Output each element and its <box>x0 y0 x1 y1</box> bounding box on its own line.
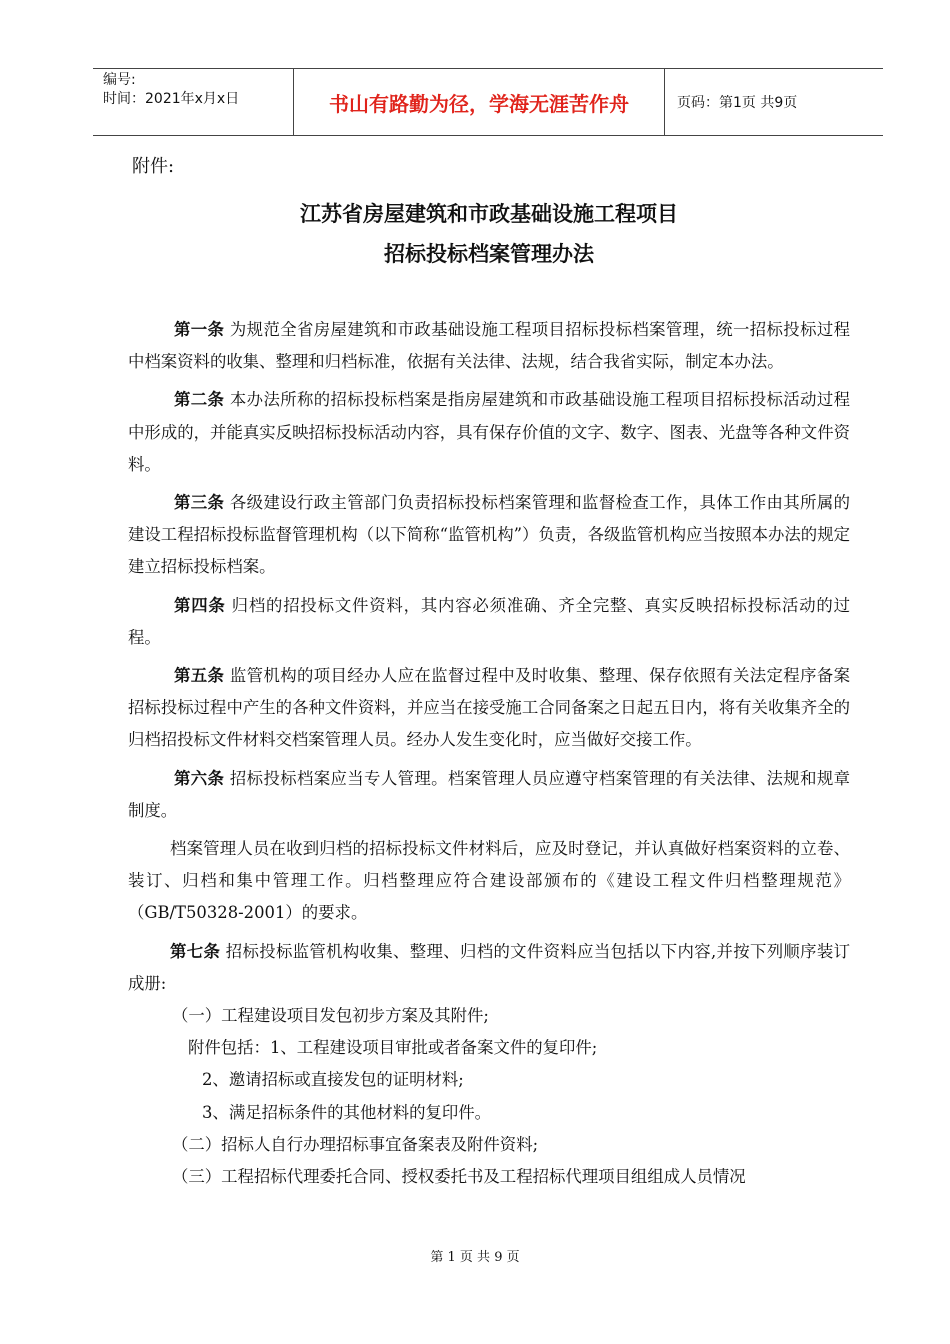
article-6 <box>128 763 850 827</box>
motto-text: 书山有路勤为径，学海无涯苦作舟 <box>329 91 629 116</box>
document-title <box>128 194 850 274</box>
page-footer <box>0 1246 950 1265</box>
article-6-paragraph-2: 档案管理人员在收到归档的招标投标文件材料后，应及时登记，并认真做好档案资料的立卷、装订、归档和集中管理工作。归档整理应符合建设部颁布的《建设工程文件归档整理规范》（GB/T50328-2001）的要求。 <box>128 839 850 923</box>
articles <box>128 314 850 1193</box>
list-item-1-sub-3: 3、满足招标条件的其他材料的复印件。 <box>202 1102 492 1122</box>
article-7 <box>128 936 850 1000</box>
time-label: 时间：2021年x月x日 <box>103 91 240 107</box>
list-item-1-sub-2: 2、邀请招标或直接发包的证明材料; <box>202 1070 464 1090</box>
article-6-label: 第六条 <box>174 768 225 788</box>
article-5-label: 第五条 <box>174 666 225 686</box>
list-item-1: （一）工程建设项目发包初步方案及其附件; <box>172 1006 489 1026</box>
article-2-text: 本办法所称的招标投标档案是指房屋建筑和市政基础设施工程项目招标投标活动过程中形成的，并能真实反映招标投标活动内容，具有保存价值的文字、数字、图表、光盘等各种文件资料。 <box>128 390 850 474</box>
page-info: 页码：第1页 共9页 <box>677 95 798 111</box>
article-5-text: 监管机构的项目经办人应在监督过程中及时收集、整理、保存依照有关法定程序备案招标投标过程中产生的各种文件资料，并应当在接受施工合同备案之日起五日内，将有关收集齐全的归档招投标文件材料交档案管理人员。经办人发生变化时，应当做好交接工作。 <box>128 666 850 750</box>
page-header <box>93 68 883 136</box>
title-line-1: 江苏省房屋建筑和市政基础设施工程项目 <box>300 202 678 226</box>
footer-page-number: 第 1 页 共 9 页 <box>430 1250 520 1265</box>
article-3-label: 第三条 <box>174 493 225 513</box>
article-3 <box>128 487 850 584</box>
article-1-text: 为规范全省房屋建筑和市政基础设施工程项目招标投标档案管理，统一招标投标过程中档案资料的收集、整理和归档标准，依据有关法律、法规，结合我省实际，制定本办法。 <box>128 320 850 372</box>
header-meta-cell <box>93 69 294 135</box>
article-1 <box>128 314 850 378</box>
title-line-2: 招标投标档案管理办法 <box>384 242 594 266</box>
article-4-label: 第四条 <box>174 595 226 615</box>
header-page-cell <box>665 69 883 135</box>
article-7-text: 招标投标监管机构收集、整理、归档的文件资料应当包括以下内容,并按下列顺序装订成册: <box>128 941 851 993</box>
article-5 <box>128 660 850 757</box>
attachment-label: 附件: <box>132 156 175 177</box>
serial-label: 编号: <box>103 72 136 88</box>
header-motto-cell <box>294 69 665 135</box>
article-1-label: 第一条 <box>174 320 225 339</box>
article-3-text: 各级建设行政主管部门负责招标投标档案管理和监督检查工作，具体工作由其所属的建设工程招标投标监督管理机构（以下简称“监管机构”）负责，各级监管机构应当按照本办法的规定建立招标投标档案。 <box>128 493 850 577</box>
article-6-text: 招标投标档案应当专人管理。档案管理人员应遵守档案管理的有关法律、法规和规章制度。 <box>128 768 850 820</box>
list-item-2: （二）招标人自行办理招标事宜备案表及附件资料; <box>172 1134 539 1154</box>
list-item-1-sub-1: 附件包括：1、工程建设项目审批或者备案文件的复印件; <box>188 1038 598 1058</box>
list-item-3: （三）工程招标代理委托合同、授权委托书及工程招标代理项目组组成人员情况 <box>172 1167 746 1187</box>
article-2-label: 第二条 <box>174 390 225 410</box>
article-4-text: 归档的招投标文件资料，其内容必须准确、齐全完整、真实反映招标投标活动的过程。 <box>128 595 850 647</box>
document-body <box>128 152 850 1193</box>
article-7-label: 第七条 <box>170 941 221 961</box>
article-2 <box>128 384 850 481</box>
article-4 <box>128 590 850 654</box>
